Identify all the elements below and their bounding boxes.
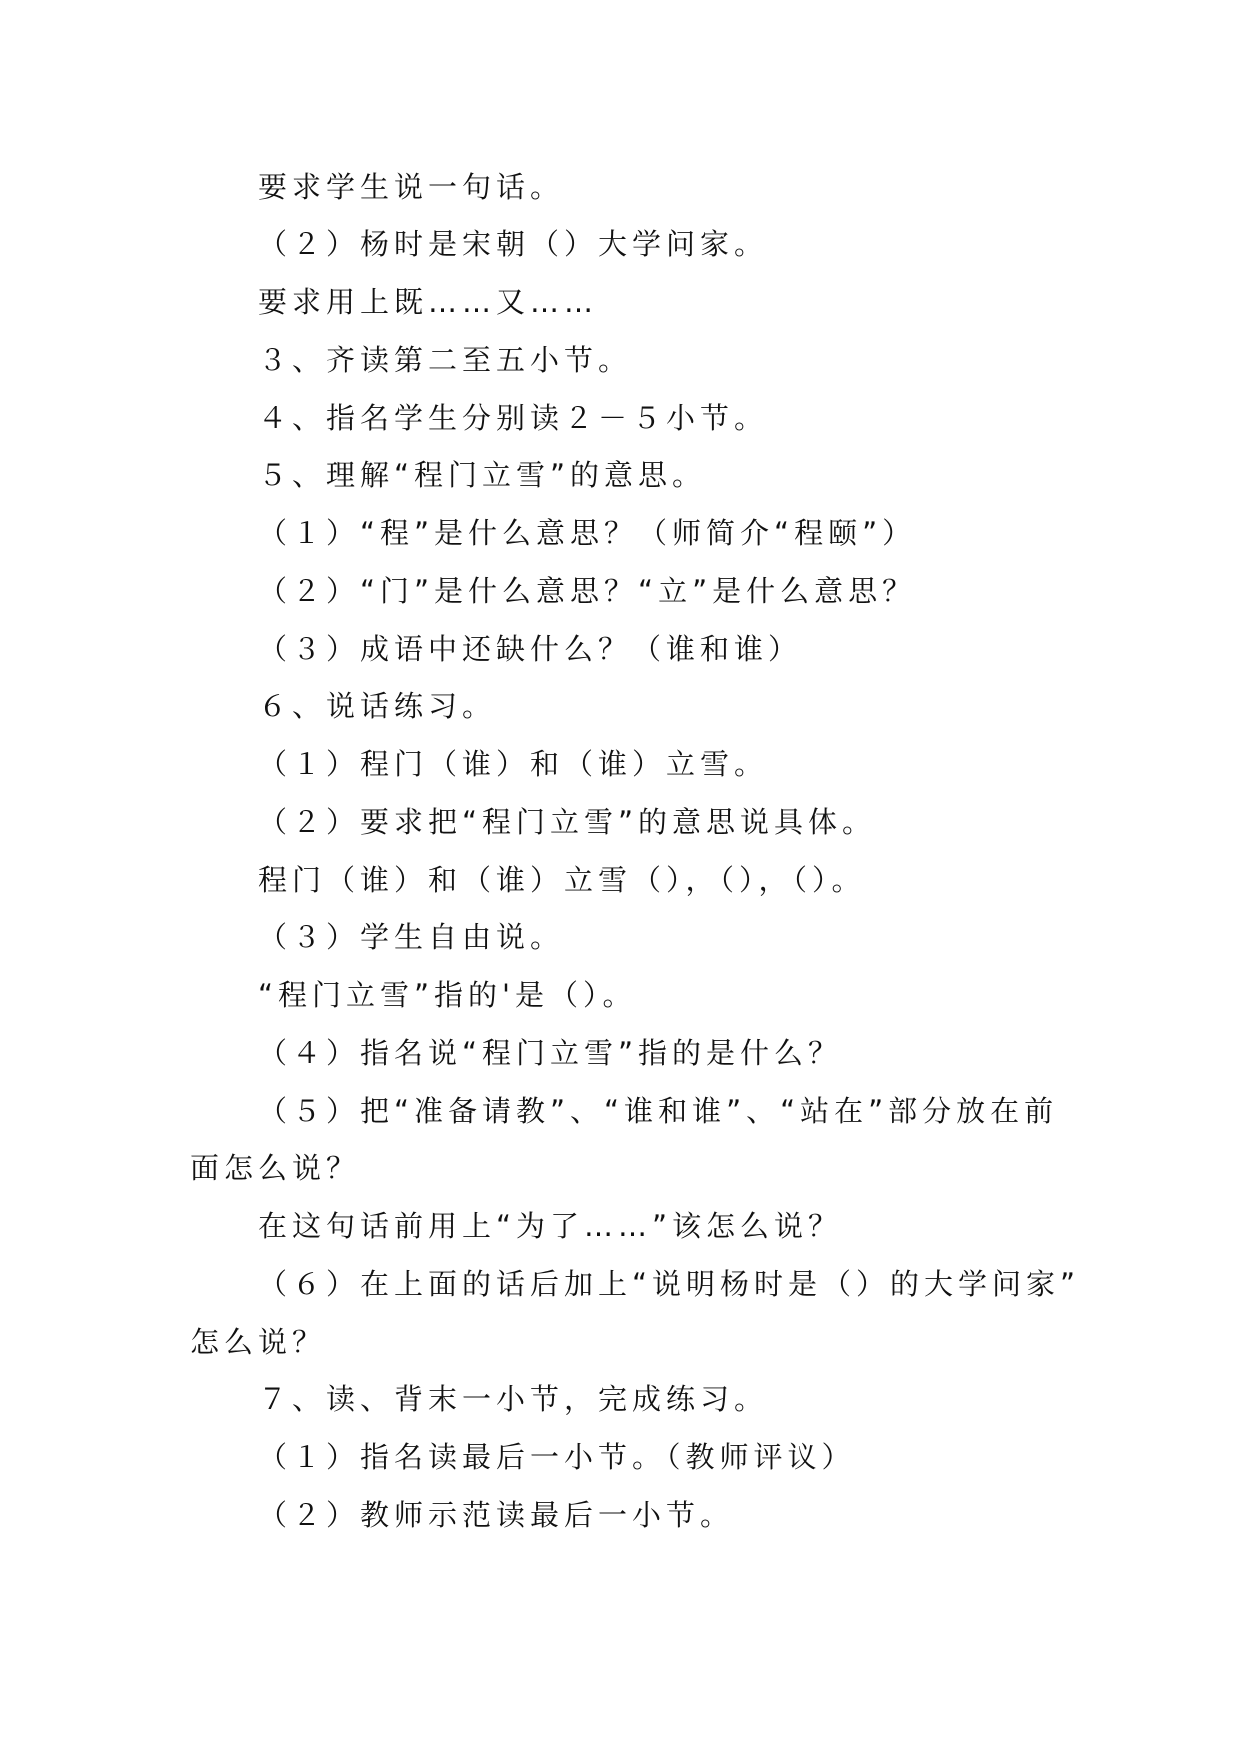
text-line: （２）要求把“程门立雪”的意思说具体。 <box>258 805 877 839</box>
text-line: 在这句话前用上“为了……”该怎么说？ <box>258 1209 843 1243</box>
text-line: （１）程门（谁）和（谁）立雪。 <box>258 747 769 781</box>
text-line: （１）指名读最后一小节。（教师评议） <box>258 1440 856 1474</box>
text-line: （４）指名说“程门立雪”指的是什么？ <box>258 1036 843 1070</box>
text-line: （３）学生自由说。 <box>258 920 565 954</box>
text-line: ４、指名学生分别读２－５小节。 <box>258 401 769 435</box>
text-line: ３、齐读第二至五小节。 <box>258 343 633 377</box>
text-line: ５、理解“程门立雪”的意思。 <box>258 458 707 492</box>
text-line: “程门立雪”指的'是（）。 <box>258 978 637 1012</box>
text-line: （５）把“准备请教”、“谁和谁”、“站在”部分放在前 <box>258 1094 1059 1128</box>
text-line: ６、说话练习。 <box>258 689 497 723</box>
text-line: （２）教师示范读最后一小节。 <box>258 1498 735 1532</box>
text-line: 程门（谁）和（谁）立雪（），（），（）。 <box>258 863 866 897</box>
text-line: （６）在上面的话后加上“说明杨时是（）的大学问家” <box>258 1267 1081 1301</box>
text-line: 面怎么说？ <box>190 1151 361 1185</box>
text-line: （１）“程”是什么意思？（师简介“程颐”） <box>258 516 917 550</box>
text-line: ７、读、背末一小节，完成练习。 <box>258 1382 769 1416</box>
text-line: （２）杨时是宋朝（）大学问家。 <box>258 227 769 261</box>
text-line: （２）“门”是什么意思？“立”是什么意思？ <box>258 574 917 608</box>
text-line: 要求用上既……又…… <box>258 285 599 319</box>
text-line: 怎么说？ <box>190 1325 327 1359</box>
text-line: 要求学生说一句话。 <box>258 170 565 204</box>
text-line: （３）成语中还缺什么？（谁和谁） <box>258 632 803 666</box>
